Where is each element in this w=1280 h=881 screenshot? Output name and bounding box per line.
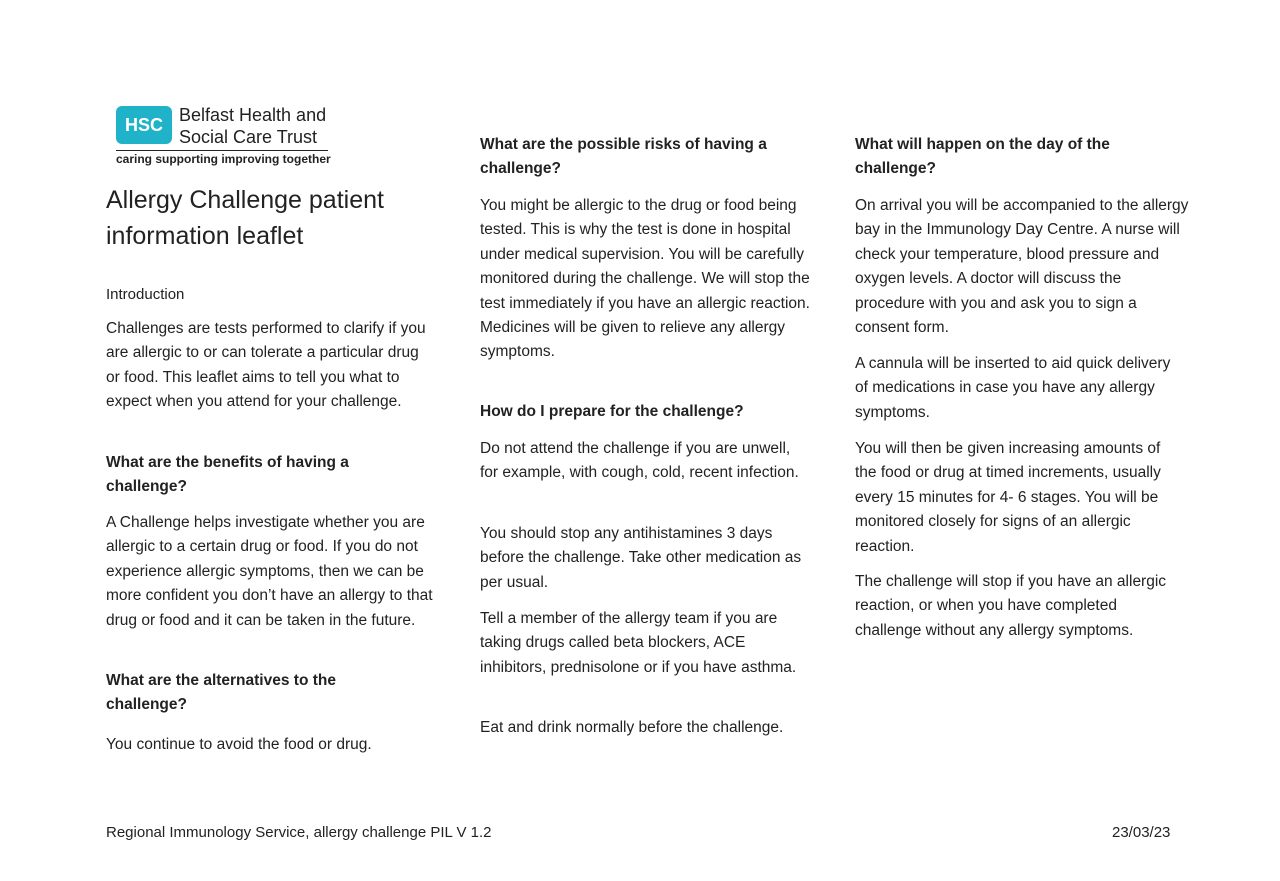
- introduction-text: Challenges are tests performed to clarify if you are allergic to or can tolerate a particular drug or food. This leaflet aims to tell you what to expect when you attend for your challenge.: [106, 320, 426, 411]
- risks-heading: What are the possible risks of having a challenge?: [480, 136, 767, 178]
- footer-reference: Regional Immunology Service, allergy challenge PIL V 1.2: [106, 824, 492, 841]
- day-paragraph-3: You will then be given increasing amounts of the food or drug at timed increments, usually every 15 minutes for 4- 6 stages. You will be monitored closely for signs of an allergic reaction.: [855, 440, 1161, 555]
- trust-name-line2: Social Care Trust: [179, 127, 318, 147]
- alternatives-heading: What are the alternatives to the challenge?: [106, 672, 336, 714]
- trust-name-line1: Belfast Health and: [179, 105, 327, 125]
- day-paragraph-4: The challenge will stop if you have an allergic reaction, or when you have completed challenge without any allergy symptoms.: [855, 573, 1167, 639]
- trust-name: [179, 104, 326, 148]
- day-paragraph-2: A cannula will be inserted to aid quick delivery of medications in case you have any allergy symptoms.: [855, 355, 1171, 421]
- footer-date: 23/03/23: [1112, 824, 1171, 841]
- logo-tagline: caring supporting improving together: [116, 152, 331, 166]
- logo-divider: [116, 150, 328, 151]
- day-paragraph-1: On arrival you will be accompanied to the allergy bay in the Immunology Day Centre. A nurse will check your temperature, blood pressure and oxygen levels. A doctor will discuss the procedure with you and ask you to sign a consent form.: [855, 197, 1189, 337]
- day-heading: What will happen on the day of the challenge?: [855, 136, 1110, 178]
- document-title: Allergy Challenge patient information leaflet: [106, 186, 384, 250]
- risks-text: You might be allergic to the drug or food being tested. This is why the test is done in hospital under medical supervision. You will be carefully monitored during the challenge. We will stop the test immediately if you have an allergic reaction. Medicines will be given to relieve any allergy symptoms.: [480, 197, 810, 361]
- prepare-heading: How do I prepare for the challenge?: [480, 403, 744, 420]
- hsc-trust-logo: [116, 104, 346, 170]
- prepare-paragraph-2: You should stop any antihistamines 3 days before the challenge. Take other medication as per usual.: [480, 525, 802, 591]
- alternatives-text: You continue to avoid the food or drug.: [106, 736, 372, 753]
- hsc-badge-icon: HSC: [116, 106, 172, 144]
- benefits-text: A Challenge helps investigate whether you are allergic to a certain drug or food. If you do not experience allergic symptoms, then we can be more confident you don’t have an allergy to that drug or food and it can be taken in the future.: [106, 514, 433, 629]
- benefits-heading: What are the benefits of having a challenge?: [106, 454, 349, 496]
- prepare-paragraph-4: Eat and drink normally before the challenge.: [480, 719, 784, 736]
- introduction-heading: Introduction: [106, 286, 185, 303]
- prepare-paragraph-3: Tell a member of the allergy team if you are taking drugs called beta blockers, ACE inhibitors, prednisolone or if you have asthma.: [480, 610, 797, 676]
- prepare-paragraph-1: Do not attend the challenge if you are unwell, for example, with cough, cold, recent infection.: [480, 440, 799, 482]
